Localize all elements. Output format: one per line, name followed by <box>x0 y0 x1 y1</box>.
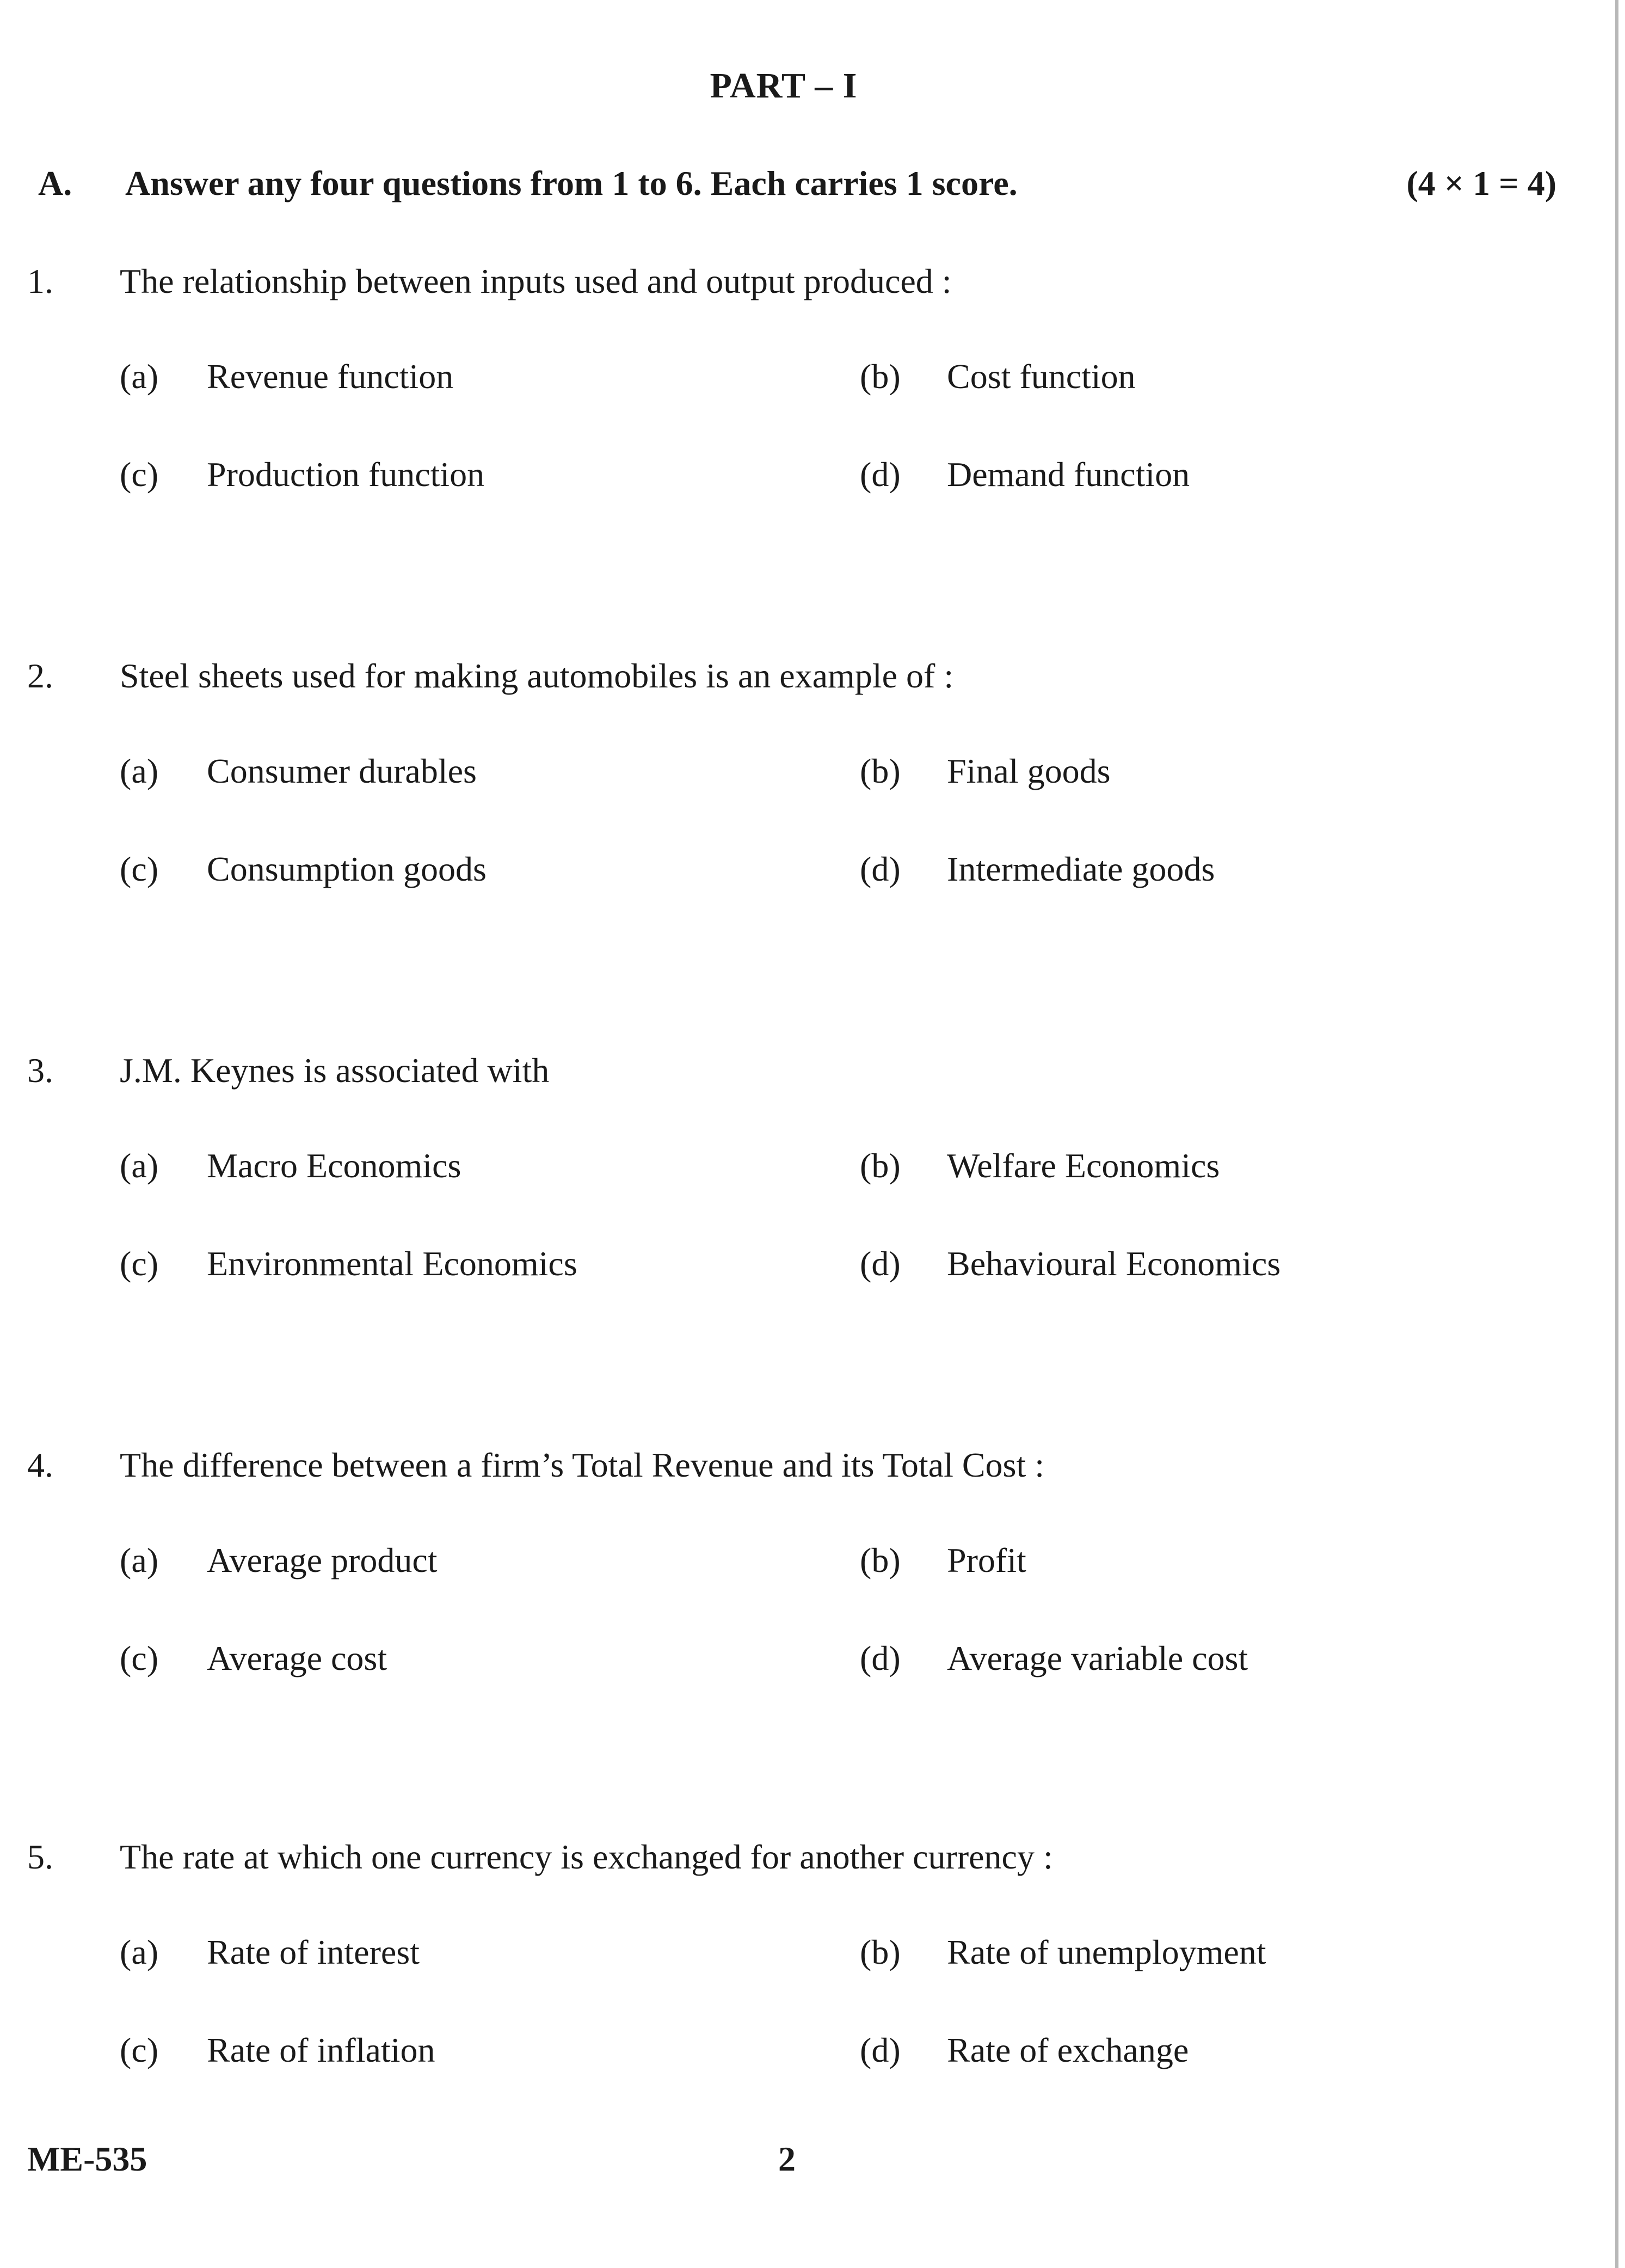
question-text: The difference between a firm’s Total Revenue and its Total Cost : <box>120 1446 1044 1484</box>
option-text: Environmental Economics <box>207 1244 577 1283</box>
question-4 <box>27 1445 1529 1677</box>
question-number: 1. <box>27 262 53 300</box>
page-edge-divider <box>1615 0 1618 2268</box>
option-label: (c) <box>120 1639 159 1677</box>
question-text: The rate at which one currency is exchanged for another currency : <box>120 1837 1053 1876</box>
option-text: Rate of exchange <box>947 2031 1189 2069</box>
option-text: Intermediate goods <box>947 850 1215 888</box>
option-text: Profit <box>947 1541 1026 1579</box>
option-label: (b) <box>860 752 901 790</box>
option-label: (c) <box>120 2031 159 2069</box>
option-label: (a) <box>120 752 159 790</box>
option-text: Macro Economics <box>207 1146 461 1185</box>
question-number: 4. <box>27 1446 53 1484</box>
question-number: 3. <box>27 1051 53 1090</box>
option-label: (a) <box>120 357 159 396</box>
option-text: Rate of unemployment <box>947 1933 1266 1971</box>
paper-code: ME-535 <box>27 2140 147 2178</box>
option-text: Consumer durables <box>207 752 477 790</box>
option-label: (d) <box>860 850 901 888</box>
question-stem <box>27 1445 1529 1499</box>
option-text: Consumption goods <box>207 850 487 888</box>
section-letter: A. <box>38 164 72 202</box>
option-label: (d) <box>860 2031 901 2069</box>
question-2 <box>27 656 1529 888</box>
option-text: Average cost <box>207 1639 387 1677</box>
question-text: The relationship between inputs used and output produced : <box>120 262 952 300</box>
question-5 <box>27 1837 1529 2069</box>
section-header <box>38 163 1556 212</box>
part-title: PART – I <box>710 66 858 106</box>
option-text: Rate of inflation <box>207 2031 435 2069</box>
option-text: Welfare Economics <box>947 1146 1220 1185</box>
question-stem <box>27 656 1529 710</box>
option-text: Production function <box>207 455 485 494</box>
option-text: Average variable cost <box>947 1639 1248 1677</box>
option-label: (c) <box>120 850 159 888</box>
question-stem <box>27 261 1529 316</box>
option-text: Cost function <box>947 357 1136 396</box>
question-3 <box>27 1050 1529 1283</box>
option-label: (d) <box>860 1639 901 1677</box>
option-label: (a) <box>120 1146 159 1185</box>
option-label: (b) <box>860 1541 901 1579</box>
section-instruction: Answer any four questions from 1 to 6. Each carries 1 score. <box>125 164 1018 202</box>
option-label: (d) <box>860 455 901 494</box>
option-label: (b) <box>860 1933 901 1971</box>
option-label: (b) <box>860 357 901 396</box>
option-label: (c) <box>120 455 159 494</box>
question-stem <box>27 1837 1529 1891</box>
option-label: (a) <box>120 1933 159 1971</box>
question-number: 5. <box>27 1837 53 1876</box>
option-label: (d) <box>860 1244 901 1283</box>
option-text: Demand function <box>947 455 1190 494</box>
question-text: J.M. Keynes is associated with <box>120 1051 550 1090</box>
page-number: 2 <box>778 2140 796 2178</box>
option-label: (c) <box>120 1244 159 1283</box>
question-text: Steel sheets used for making automobiles is an example of : <box>120 656 954 695</box>
question-stem <box>27 1050 1529 1105</box>
option-label: (a) <box>120 1541 159 1579</box>
option-text: Final goods <box>947 752 1111 790</box>
question-number: 2. <box>27 656 53 695</box>
section-marks: (4 × 1 = 4) <box>1406 164 1556 202</box>
option-text: Revenue function <box>207 357 454 396</box>
question-1 <box>27 261 1529 494</box>
option-text: Behavioural Economics <box>947 1244 1281 1283</box>
option-text: Rate of interest <box>207 1933 420 1971</box>
option-text: Average product <box>207 1541 438 1579</box>
page-footer <box>27 2139 1551 2188</box>
option-label: (b) <box>860 1146 901 1185</box>
